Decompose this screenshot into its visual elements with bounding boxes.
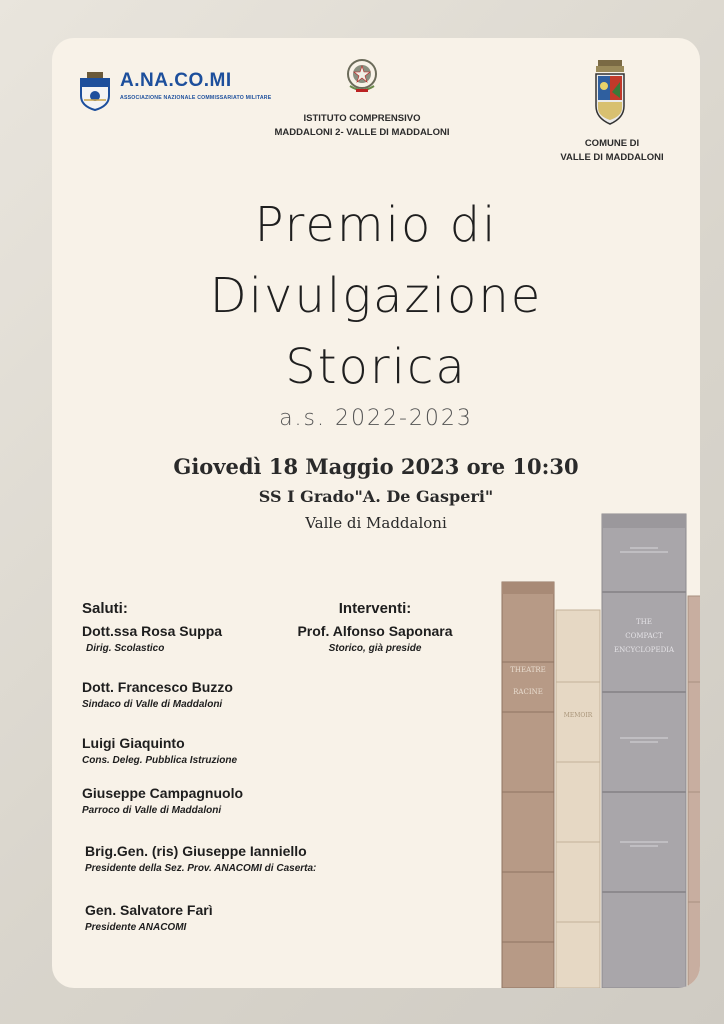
school-name (252, 112, 472, 140)
saluti-person-3-role: Cons. Deleg. Pubblica Istruzione (82, 755, 238, 766)
book-2-label: MEMOIR (563, 712, 593, 719)
saluti-person-4-name: Giuseppe Campagnuolo (82, 785, 244, 801)
anacomi-subtitle: ASSOCIAZIONE NAZIONALE COMMISSARIATO MILITARE (120, 95, 272, 101)
saluti-person-2-name: Dott. Francesco Buzzo (82, 679, 233, 695)
saluti-person-2-role: Sindaco di Valle di Maddaloni (82, 699, 223, 710)
italian-republic-emblem-icon (344, 56, 380, 94)
anacomi-crest-icon (78, 70, 112, 112)
comune-name (532, 137, 692, 165)
school-line-2: MADDALONI 2- VALLE DI MADDALONI (274, 127, 450, 138)
event-date-time: Giovedì 18 Maggio 2023 ore 10:30 (173, 454, 579, 479)
interventi-person-1-role: Storico, già preside (328, 643, 422, 654)
saluti-person-5-role: Presidente della Sez. Prov. ANACOMI di Caserta: (85, 863, 317, 874)
comune-crest-icon (592, 58, 628, 126)
saluti-person-6-name: Gen. Salvatore Farì (85, 902, 213, 918)
book-spine-2 (556, 610, 600, 988)
saluti-person-6-role: Presidente ANACOMI (85, 922, 187, 933)
interventi-heading: Interventi: (338, 600, 412, 617)
title-line-1: Premio di (254, 197, 498, 253)
book-1-label-1: THEATRE (510, 666, 546, 674)
book-1-label-2: RACINE (513, 688, 543, 696)
book-spine-4 (688, 596, 700, 988)
title-line-3: Storica (285, 339, 467, 395)
comune-line-1: COMUNE DI (584, 138, 640, 149)
event-venue: SS I Grado"A. De Gasperi" (258, 487, 494, 506)
saluti-person-4-role: Parroco di Valle di Maddaloni (82, 805, 222, 816)
book-3-label-3: ENCYCLOPEDIA (613, 646, 675, 654)
school-year: a.s. 2022-2023 (279, 406, 473, 431)
book-spine-1 (502, 582, 554, 988)
anacomi-logo (78, 68, 272, 116)
event-place: Valle di Maddaloni (305, 514, 447, 532)
book-3-label-1: THE (636, 618, 652, 626)
event-title (52, 190, 700, 403)
saluti-person-5-name: Brig.Gen. (ris) Giuseppe Ianniello (85, 843, 307, 859)
comune-line-2: VALLE DI MADDALONI (560, 152, 664, 163)
title-line-2: Divulgazione (209, 268, 543, 324)
anacomi-name: A.NA.CO.MI (120, 70, 232, 91)
poster-card (52, 38, 700, 988)
saluti-heading: Saluti: (82, 600, 128, 617)
book-3-label-2: COMPACT (625, 632, 663, 640)
books-illustration (500, 512, 700, 988)
saluti-person-1-role: Dirig. Scolastico (86, 643, 165, 654)
saluti-person-1-name: Dott.ssa Rosa Suppa (82, 623, 223, 639)
interventi-person-1-name: Prof. Alfonso Saponara (297, 623, 453, 639)
book-spine-3 (602, 514, 686, 988)
saluti-person-3-name: Luigi Giaquinto (82, 735, 185, 751)
school-line-1: ISTITUTO COMPRENSIVO (303, 113, 421, 124)
